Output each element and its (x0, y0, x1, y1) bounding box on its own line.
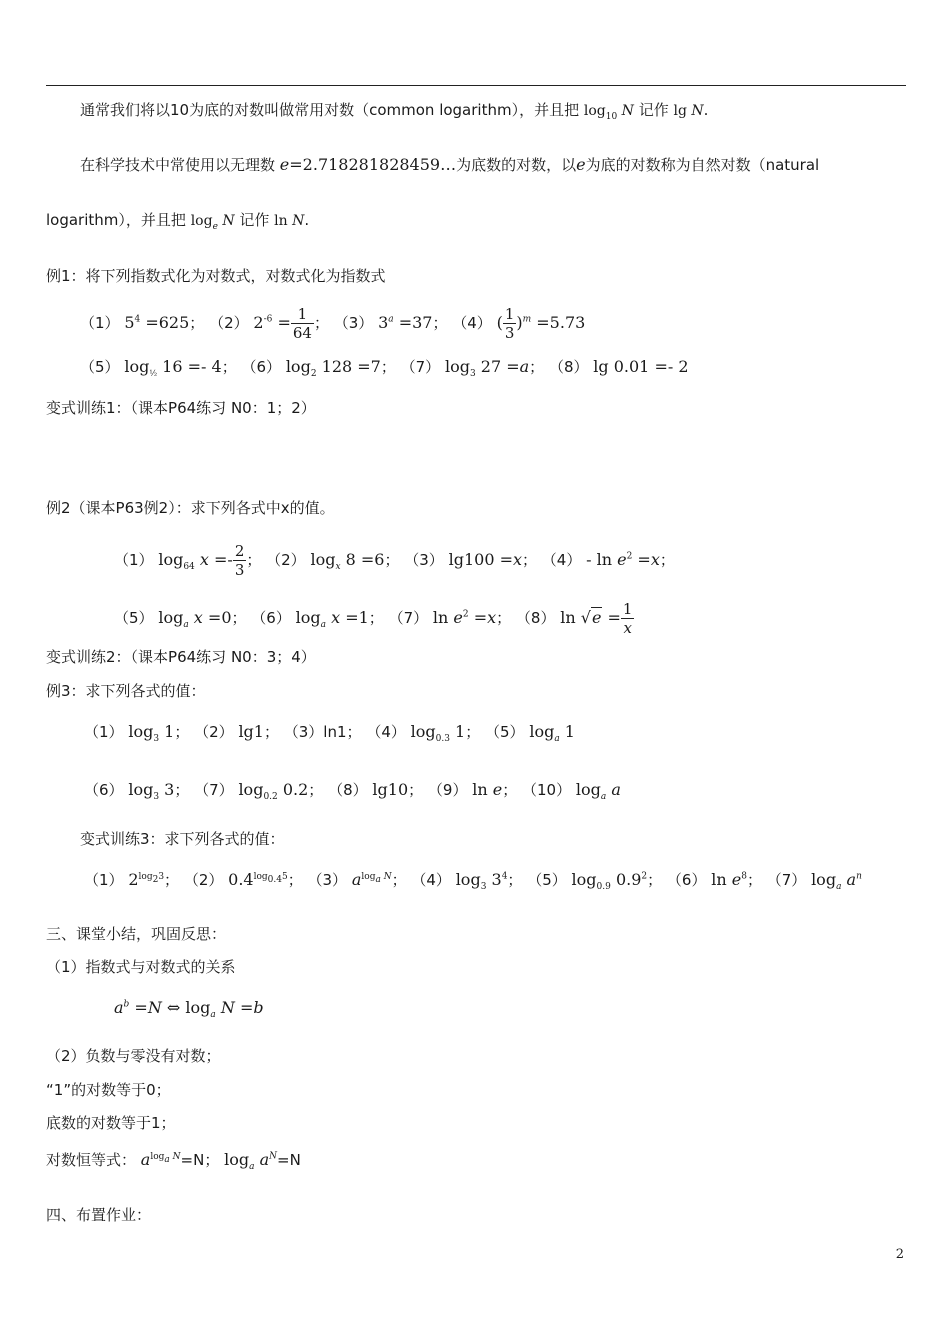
variant1: 变式训练1：（课本P64练习 N0：1；2） (46, 399, 316, 417)
page-number: 2 (895, 1247, 904, 1262)
variant2: 变式训练2：（课本P64练习 N0：3；4） (46, 648, 316, 666)
example3-row2: （6） $\log_3 3$； （7） $\log_{0.2} 0.2$； （8） lg10； （9） ln e； （10） $\log_a a$ (84, 780, 621, 803)
intro-line-2: 在科学技术中常使用以无理数 e=2.718281828459…为底数的对数，以e为底的对数称为自然对数（natural (80, 155, 820, 174)
example2-title: 例2（课本P63例2）：求下列各式中x的值。 (46, 499, 335, 517)
summary-item-4: 底数的对数等于1； (46, 1114, 176, 1132)
summary-item-3: “1”的对数等于0； (46, 1081, 171, 1099)
summary-item-1: （1）指数式与对数式的关系 (46, 958, 236, 976)
example2-row2: （5） $\log_a x =0$； （6） $\log_a x =1$； （7） $\ln e^2 =x$； （8） ln √e = $\frac{1}{x}$ (114, 600, 633, 637)
summary-item-2: （2）负数与零没有对数； (46, 1047, 221, 1065)
example3-row1: （1） $\log_3 1$； （2） lg1； （3）ln1； （4） $\log_{0.3} 1$； （5） $\log_a 1$ (84, 722, 575, 745)
intro-line-1: 通常我们将以10为底的对数叫做常用对数（common logarithm），并且把 $\log_{10} N$ 记作 lg N. (80, 101, 709, 122)
variant3-row: （1） $2^{log_23}$； （2） $0.4^{log_{0.4}5}$； （3） $a^{log_a N}$； （4） $\log_3 3^4$； （5） $\log_{0.9} 0.9^2$； （6） $\ln e^8$； （7） $\log_a a^n$ (84, 870, 862, 893)
intro-line-3: logarithm），并且把 $\log_e N$ 记作 ln N. (46, 211, 310, 232)
identity-line: 对数恒等式： $a^{log_a N}=N$； $\log_a a^N=N$ (46, 1150, 301, 1173)
example1-title: 例1：将下列指数式化为对数式，对数式化为指数式 (46, 267, 386, 285)
example1-row1: （1） $5^4 =625$； （2） $2^{-6}$ = $\frac{1}{64}$ ； （3） $3^a =37$； （4） ( $\frac{1}{3}$ )$^m$ =5.73 (80, 305, 586, 342)
homework-heading: 四、布置作业： (46, 1206, 152, 1224)
example2-row1: （1） $\log_{64} x$ =- $\frac{2}{3}$ ； （2） $\log_x 8 =6$； （3） lg100 =x； $(4) - \ln e^2 =x$； (114, 542, 675, 579)
relation-formula: $a^b =N$ ⇔ $\log_a N =b$ (114, 998, 264, 1021)
summary-heading: 三、课堂小结，巩固反思： (46, 925, 227, 943)
variant3-title: 变式训练3：求下列各式的值： (80, 830, 285, 848)
header-rule (46, 85, 906, 86)
example1-row2: （5） $\log_{\frac{1}{2}} 16 =- 4$； （6） $\log_2 128 =7$； （7） $\log_3 27 =a$； （8） lg 0.01 =- 2 (80, 357, 689, 380)
example3-title: 例3：求下列各式的值： (46, 682, 206, 700)
